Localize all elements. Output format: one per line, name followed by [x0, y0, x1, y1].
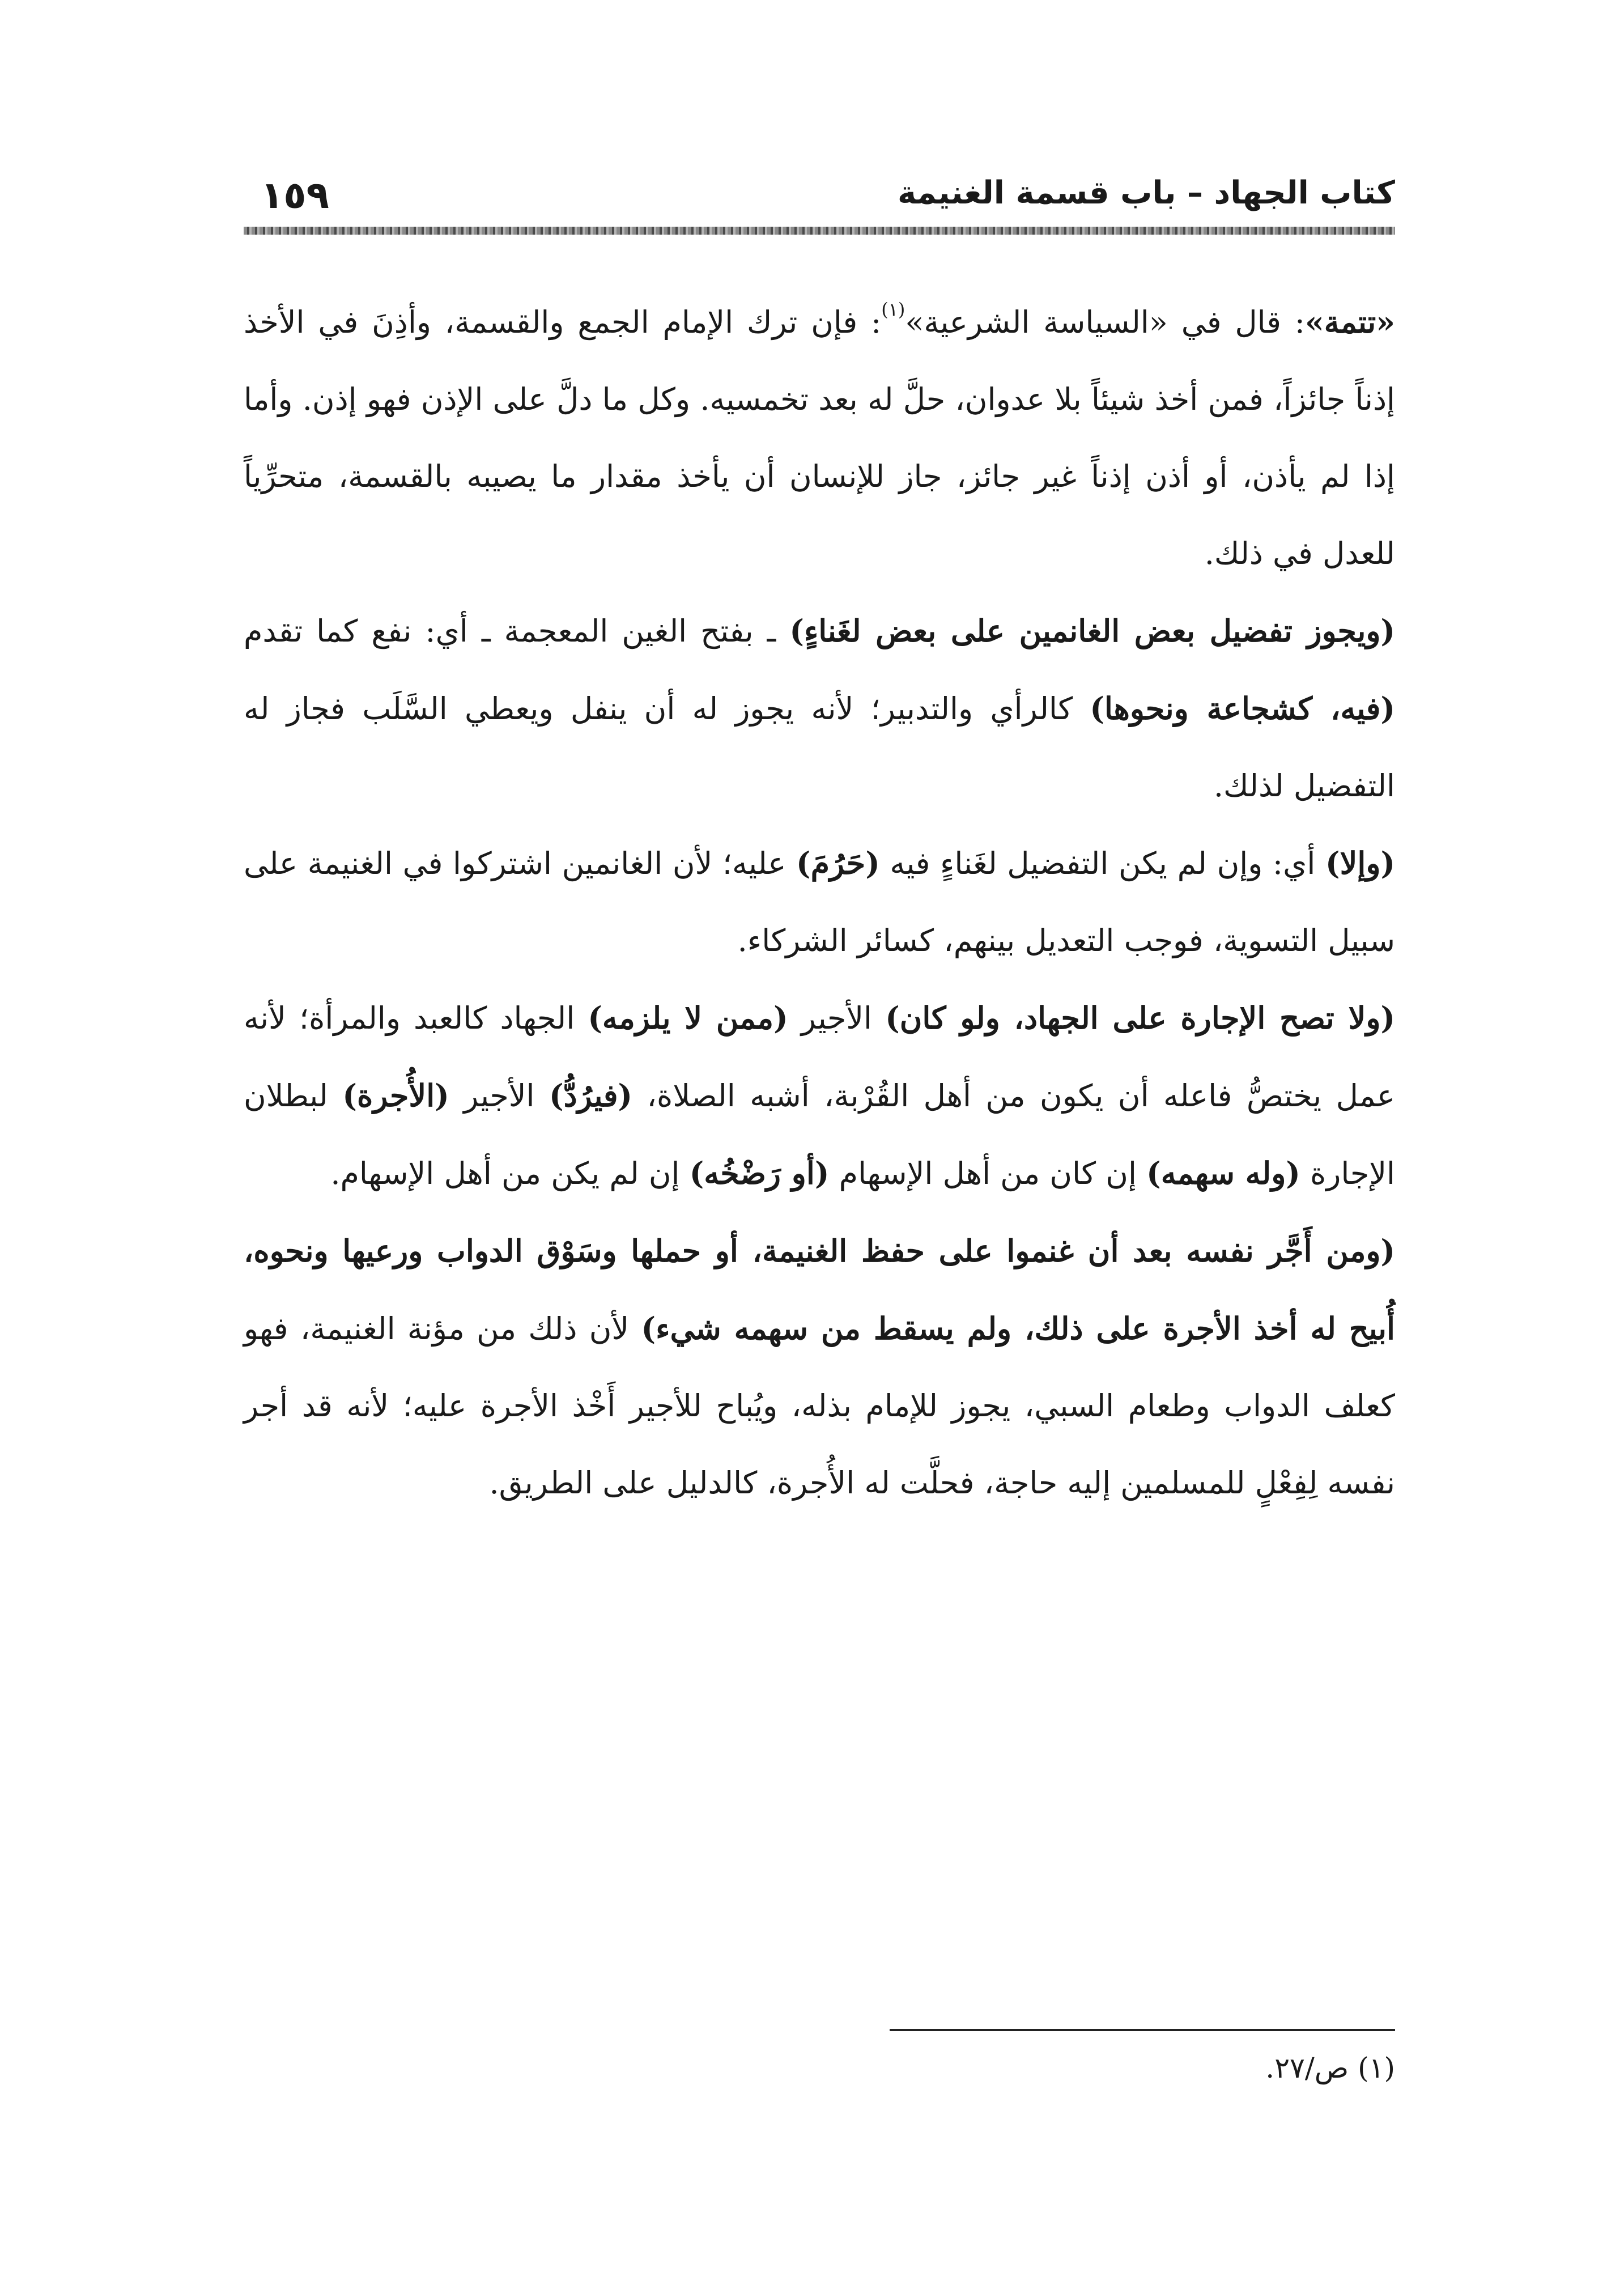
- header-rule: [244, 227, 1395, 235]
- term-tatimma: «تتمة»: [1305, 304, 1395, 340]
- sharh-text: الجهاد كالعبد والمرأة؛ لأنه عمل يختصُّ فاعله أن يكون من أهل القُرْبة، أشبه الصلاة،: [244, 1000, 1395, 1114]
- sharh-text: كالرأي والتدبير؛ لأنه يجوز له أن ينفل ويعطي السَّلَب فجاز له التفضيل لذلك.: [244, 691, 1395, 804]
- matn-text: (أو رَضْخُه): [689, 1155, 830, 1191]
- matn-text: (الأُجرة): [342, 1077, 449, 1114]
- paragraph-4: [244, 979, 1395, 1212]
- matn-text: (حَرُمَ): [796, 845, 880, 881]
- matn-text: (وإلا): [1325, 845, 1395, 881]
- p1-text-a: : قال في «السياسة الشرعية»: [905, 304, 1305, 340]
- page-number: ١٥٩: [261, 173, 329, 217]
- p1-text-b: : فإن ترك الإمام الجمع والقسمة، وأذِنَ في الأخذ إذناً جائزاً، فمن أخذ شيئاً بلا عدوان، حلَّ له بعد تخمسيه. وكل ما دلَّ على الإذن فهو إذن. وأما إذا لم يأذن، أو أذن إذناً غير جائز، جاز للإنسان أن يأخذ مقدار ما يصيبه بالقسمة، متحرِّياً للعدل في ذلك.: [244, 304, 1395, 571]
- matn-text: (ويجوز تفضيل بعض الغانمين على بعض لغَناءٍ): [789, 613, 1396, 649]
- running-title: كتاب الجهاد – باب قسمة الغنيمة: [897, 175, 1395, 211]
- main-text: [244, 283, 1395, 1522]
- sharh-text: ـ بفتح الغين المعجمة ـ أي: نفع كما تقدم: [244, 613, 790, 649]
- sharh-text: عليه؛ لأن الغانمين اشتركوا في الغنيمة على سبيل التسوية، فوجب التعديل بينهم، كسائر الشركاء.: [244, 846, 1395, 958]
- sharh-text: أي: وإن لم يكن التفضيل لغَناءٍ فيه: [879, 846, 1326, 881]
- sharh-text: لأن ذلك من مؤنة الغنيمة، فهو كعلف الدواب وطعام السبي، يجوز للإمام بذله، ويُباح للأجير أَخْذ الأجرة عليه؛ لأنه قد أجر نفسه لِفِعْلٍ للمسلمين إليه حاجة، فحلَّت له الأُجرة، كالدليل على الطريق.: [244, 1311, 1395, 1501]
- paragraph-5: [244, 1212, 1395, 1522]
- paragraph-2: [244, 592, 1395, 825]
- sharh-text: لبطلان الإجارة: [244, 1078, 1395, 1191]
- matn-text: (ولا تصح الإجارة على الجهاد، ولو كان): [885, 1000, 1396, 1036]
- paragraph-3: [244, 825, 1395, 979]
- sharh-text: إن لم يكن من أهل الإسهام.: [330, 1156, 690, 1191]
- sharh-text: الأجير: [788, 1000, 886, 1036]
- footnote-separator: [890, 2029, 1395, 2031]
- matn-text: (فيه، كشجاعة ونحوها): [1090, 690, 1396, 727]
- page-header: [244, 170, 1395, 238]
- matn-text: (ومن أَجَّر نفسه بعد أن غنموا على حفظ الغنيمة، أو حملها وسَوْق الدواب ورعيها ونحوه، أُبيح له أخذ الأجرة على ذلك، ولم يسقط من سهمه شيء): [244, 1233, 1395, 1347]
- footnote-ref: (١): [881, 299, 905, 320]
- matn-text: (فيرُدُّ): [549, 1077, 633, 1114]
- sharh-text: إن كان من أهل الإسهام: [829, 1156, 1147, 1191]
- matn-text: (ممن لا يلزمه): [588, 1000, 788, 1036]
- footnote: (١) ص/٢٧.: [1265, 2052, 1395, 2084]
- sharh-text: الأجير: [449, 1078, 550, 1114]
- matn-text: (وله سهمه): [1146, 1155, 1300, 1191]
- paragraph-1: [244, 283, 1395, 592]
